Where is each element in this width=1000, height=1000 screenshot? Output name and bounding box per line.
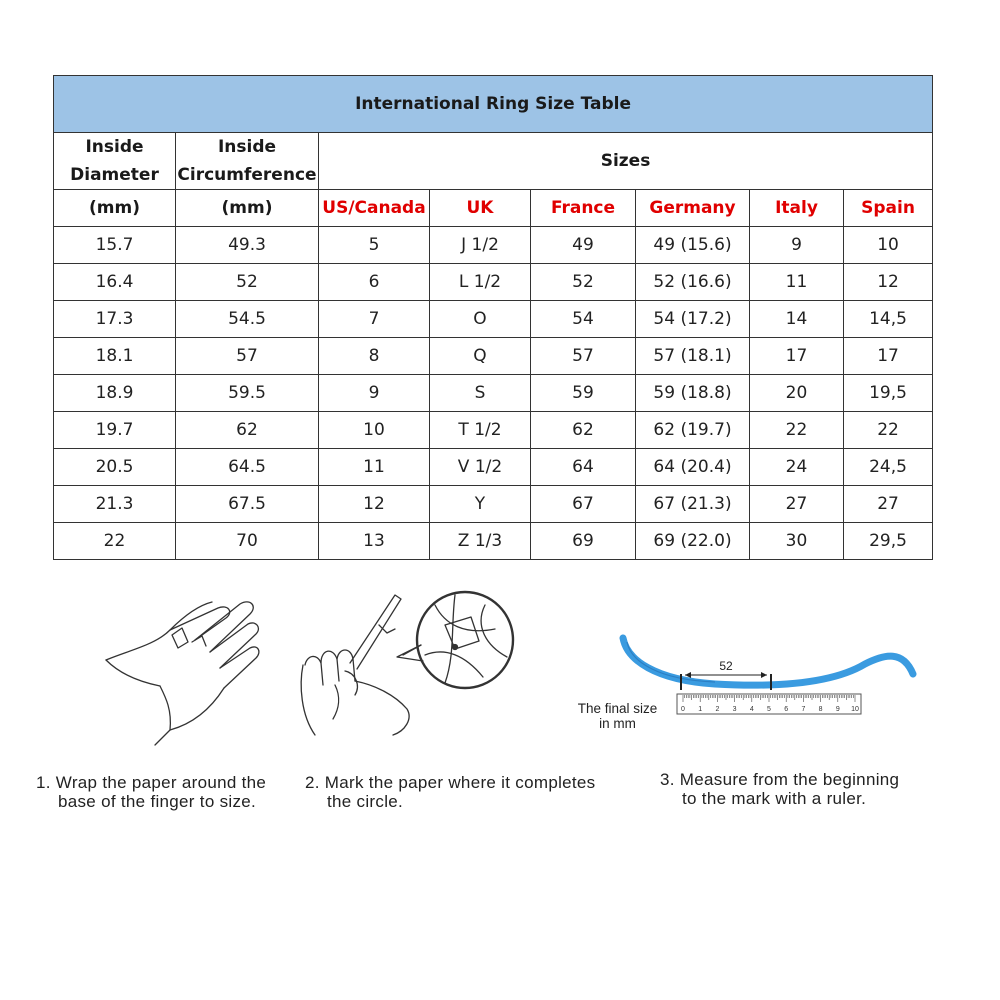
cell-france: 49	[531, 227, 636, 264]
cell-spain: 24,5	[844, 449, 933, 486]
cell-germany: 64 (20.4)	[636, 449, 750, 486]
ruler-label: 8	[818, 706, 823, 713]
step-1-instruction: 1. Wrap the paper around the base of the finger to size.	[36, 773, 267, 811]
cell-germany: 69 (22.0)	[636, 523, 750, 560]
ruler-label: 1	[698, 706, 703, 713]
cell-germany: 67 (21.3)	[636, 486, 750, 523]
table-row	[54, 264, 933, 301]
col-germany: Germany	[636, 190, 750, 227]
cell-diameter: 16.4	[54, 264, 176, 301]
cell-france: 62	[531, 412, 636, 449]
cell-italy: 22	[750, 412, 844, 449]
cell-circumference: 62	[176, 412, 319, 449]
cell-us-canada: 13	[319, 523, 430, 560]
cell-italy: 27	[750, 486, 844, 523]
col-spain: Spain	[844, 190, 933, 227]
cell-italy: 11	[750, 264, 844, 301]
cell-uk: Z 1/3	[430, 523, 531, 560]
cell-circumference: 52	[176, 264, 319, 301]
diameter-header: Inside Diameter	[54, 133, 176, 190]
cell-uk: S	[430, 375, 531, 412]
ruler-label: 7	[801, 706, 806, 713]
col-france: France	[531, 190, 636, 227]
cell-france: 57	[531, 338, 636, 375]
cell-spain: 27	[844, 486, 933, 523]
cell-us-canada: 9	[319, 375, 430, 412]
cell-diameter: 17.3	[54, 301, 176, 338]
diameter-unit: (mm)	[54, 190, 176, 227]
cell-circumference: 54.5	[176, 301, 319, 338]
cell-diameter: 15.7	[54, 227, 176, 264]
cell-spain: 22	[844, 412, 933, 449]
table-row	[54, 375, 933, 412]
cell-france: 54	[531, 301, 636, 338]
ring-size-table	[53, 75, 933, 560]
final-size-caption: The final size in mm	[577, 701, 658, 731]
cell-us-canada: 6	[319, 264, 430, 301]
cell-circumference: 64.5	[176, 449, 319, 486]
cell-uk: J 1/2	[430, 227, 531, 264]
ruler-label: 4	[749, 706, 754, 713]
cell-germany: 52 (16.6)	[636, 264, 750, 301]
cell-us-canada: 10	[319, 412, 430, 449]
cell-uk: V 1/2	[430, 449, 531, 486]
cell-diameter: 22	[54, 523, 176, 560]
cell-france: 59	[531, 375, 636, 412]
cell-us-canada: 12	[319, 486, 430, 523]
cell-uk: Q	[430, 338, 531, 375]
cell-germany: 59 (18.8)	[636, 375, 750, 412]
ruler-label: 2	[715, 706, 720, 713]
cell-us-canada: 11	[319, 449, 430, 486]
ruler-label: 6	[784, 706, 789, 713]
cell-italy: 24	[750, 449, 844, 486]
cell-spain: 10	[844, 227, 933, 264]
cell-germany: 57 (18.1)	[636, 338, 750, 375]
cell-diameter: 21.3	[54, 486, 176, 523]
table-row	[54, 338, 933, 375]
cell-spain: 14,5	[844, 301, 933, 338]
cell-italy: 9	[750, 227, 844, 264]
table-title: International Ring Size Table	[54, 76, 933, 133]
cell-circumference: 57	[176, 338, 319, 375]
table-row	[54, 523, 933, 560]
table-row	[54, 486, 933, 523]
ruler-label: 10	[851, 706, 859, 713]
cell-us-canada: 8	[319, 338, 430, 375]
cell-diameter: 19.7	[54, 412, 176, 449]
ruler-label: 5	[767, 706, 771, 713]
cell-germany: 62 (19.7)	[636, 412, 750, 449]
cell-diameter: 18.9	[54, 375, 176, 412]
cell-france: 64	[531, 449, 636, 486]
cell-italy: 14	[750, 301, 844, 338]
step-3-instruction: 3. Measure from the beginning to the mark with a ruler.	[660, 770, 900, 808]
cell-france: 67	[531, 486, 636, 523]
col-us-canada: US/Canada	[319, 190, 430, 227]
cell-uk: T 1/2	[430, 412, 531, 449]
cell-spain: 19,5	[844, 375, 933, 412]
cell-uk: L 1/2	[430, 264, 531, 301]
cell-circumference: 49.3	[176, 227, 319, 264]
table-row	[54, 301, 933, 338]
cell-italy: 17	[750, 338, 844, 375]
table-body	[54, 227, 933, 560]
ruler-label: 3	[732, 706, 737, 713]
cell-diameter: 18.1	[54, 338, 176, 375]
measure-label: 52	[719, 659, 733, 673]
circumference-header: Inside Circumference	[176, 133, 319, 190]
cell-germany: 49 (15.6)	[636, 227, 750, 264]
cell-us-canada: 5	[319, 227, 430, 264]
cell-circumference: 70	[176, 523, 319, 560]
table-row	[54, 412, 933, 449]
cell-spain: 29,5	[844, 523, 933, 560]
cell-us-canada: 7	[319, 301, 430, 338]
sizes-header: Sizes	[319, 133, 933, 190]
cell-spain: 12	[844, 264, 933, 301]
col-uk: UK	[430, 190, 531, 227]
cell-circumference: 67.5	[176, 486, 319, 523]
cell-diameter: 20.5	[54, 449, 176, 486]
cell-uk: O	[430, 301, 531, 338]
table-row	[54, 449, 933, 486]
cell-france: 52	[531, 264, 636, 301]
ruler-label: 0	[681, 706, 685, 713]
table-row	[54, 227, 933, 264]
cell-spain: 17	[844, 338, 933, 375]
ruler-label: 9	[835, 706, 840, 713]
cell-italy: 30	[750, 523, 844, 560]
cell-italy: 20	[750, 375, 844, 412]
cell-uk: Y	[430, 486, 531, 523]
mark-paper-illustration	[295, 585, 520, 745]
cell-circumference: 59.5	[176, 375, 319, 412]
hand-wrap-illustration	[100, 590, 270, 750]
cell-germany: 54 (17.2)	[636, 301, 750, 338]
cell-france: 69	[531, 523, 636, 560]
col-italy: Italy	[750, 190, 844, 227]
step-2-instruction: 2. Mark the paper where it completes the circle.	[305, 773, 596, 811]
circumference-unit: (mm)	[176, 190, 319, 227]
